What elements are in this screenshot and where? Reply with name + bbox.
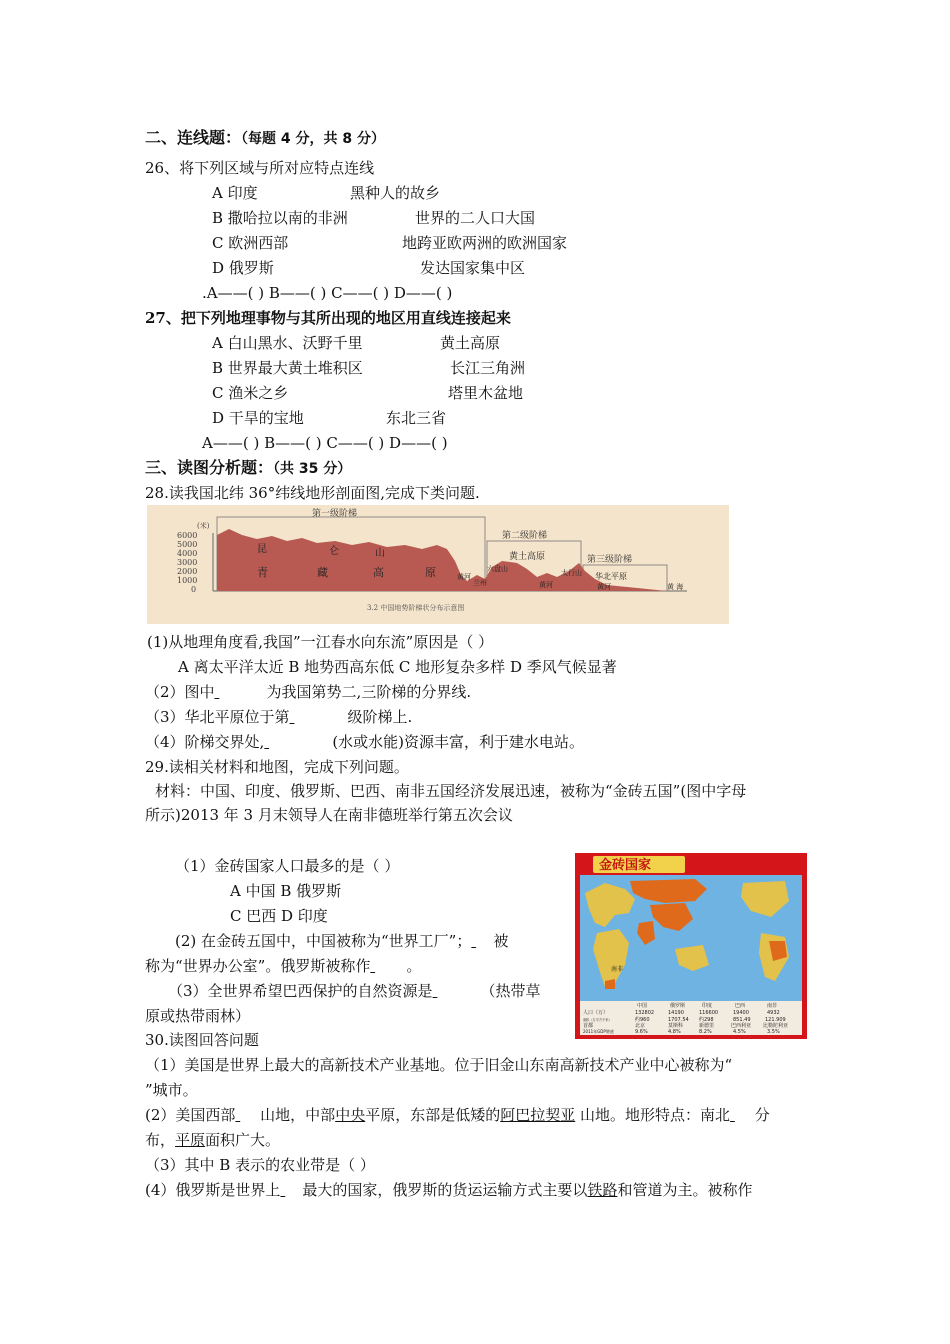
q28-sub4-blank[interactable]	[264, 732, 332, 752]
ytick-5000: 5000	[177, 540, 198, 549]
q26-right-3: 地跨亚欧两洲的欧洲国家	[402, 234, 568, 252]
q30-sub2-text-c: 中央	[335, 1106, 366, 1124]
taihang-label: 太行山	[561, 569, 582, 577]
q27-left-b: B 世界最大黄土堆积区	[212, 359, 363, 377]
q28-sub1: (1)从地理角度看,我国”一江春水向东流”原因是（ ）	[147, 633, 494, 651]
q30-sub2-text-g: 分	[750, 1106, 770, 1124]
q28-sub3-blank[interactable]	[290, 707, 348, 727]
step2-label: 第二级阶梯	[502, 531, 548, 541]
loess-label: 黄土高原	[509, 552, 546, 562]
q26-answer: .A——( ) B——( ) C——( ) D——( )	[202, 284, 453, 302]
q28-sub4	[145, 732, 584, 752]
q30-sub2-text-b: 山地，中部	[255, 1106, 336, 1124]
q29-sub1-options-cd: C 巴西 D 印度	[230, 907, 328, 925]
r4-c3: 8.2%	[699, 1029, 712, 1035]
q29-sub3-blank[interactable]	[433, 981, 481, 1001]
q28-sub3-text-b: 级阶梯上.	[347, 708, 413, 726]
r4-c1: 9.6%	[635, 1029, 648, 1035]
q28-sub4-text-a: （4）阶梯交界处,	[145, 733, 265, 751]
ytick-1000: 1000	[177, 576, 198, 585]
huanghe-label-3: 黄河	[597, 583, 611, 591]
q26-left-c: C 欧洲西部	[212, 234, 289, 252]
q29-sub2-text-a: (2) 在金砖五国中，中国被称为“世界工厂”；	[175, 932, 472, 950]
q28-sub3-text-a: （3）华北平原位于第	[145, 708, 290, 726]
q26-left-d: D 俄罗斯	[212, 259, 274, 277]
section2-heading	[145, 128, 385, 149]
q27-left-a: A 白山黑水、沃野千里	[212, 334, 363, 352]
map-title: 金砖国家	[599, 858, 652, 873]
section3-heading	[145, 458, 351, 479]
q27-right-3: 塔里木盆地	[448, 384, 524, 402]
r4-c5: 3.5%	[767, 1029, 780, 1035]
section2-title: 二、连线题：	[145, 128, 242, 147]
ytick-2000: 2000	[177, 567, 198, 576]
q28-sub2-blank[interactable]	[215, 682, 267, 702]
r3-c3: 新德里	[699, 1023, 715, 1029]
section3-title: 三、读图分析题：	[145, 458, 274, 477]
r1-label: 人口（万）	[583, 1010, 609, 1016]
q30-sub4-text-a: (4）俄罗斯是世界上	[145, 1181, 281, 1199]
sea-label: 黄 海	[667, 583, 684, 591]
kunlun-1: 昆	[257, 544, 267, 555]
q28-sub1-options: A 离太平洋太近 B 地势西高东低 C 地形复杂多样 D 季风气候显著	[178, 658, 617, 676]
q30-sub4-text-d: 和管道为主。被称作	[617, 1181, 753, 1199]
q29-sub2-text-d: 。	[406, 957, 422, 975]
q29-sub1: （1）金砖国家人口最多的是（ ）	[175, 857, 400, 875]
r1-c5: 4932	[767, 1010, 780, 1016]
r2-c1: 约960	[635, 1017, 650, 1023]
q30-sub2-line1	[145, 1105, 770, 1125]
r2-label: 面积（万平方千米）	[583, 1018, 612, 1022]
r1-c3: 116600	[699, 1010, 719, 1016]
section3-note: （共 35 分）	[273, 461, 352, 477]
q30-sub4	[145, 1180, 752, 1200]
q29-material-line1: 材料：中国、印度、俄罗斯、巴西、南非五国经济发展迅速，被称为“金砖五国”(图中字母	[155, 782, 747, 800]
kunlun-3: 山	[375, 548, 385, 559]
q30-sub1-line2: ”城市。	[145, 1081, 198, 1099]
r1-c4: 19400	[733, 1010, 749, 1016]
q30-sub2-text-h: 布，	[145, 1131, 176, 1149]
q29-sub3-text-a: （3）全世界希望巴西保护的自然资源是	[168, 982, 433, 1000]
q30-sub2-text-d: 平原，东部是低矮的	[365, 1106, 501, 1124]
r2-c3: 约298	[699, 1017, 714, 1023]
ytick-6000: 6000	[177, 531, 198, 540]
q30-sub4-blank[interactable]	[280, 1180, 302, 1200]
q29-sub3	[168, 981, 541, 1001]
th-india: 印度	[702, 1003, 713, 1009]
ytick-4000: 4000	[177, 549, 198, 558]
q26-right-1: 黑种人的故乡	[350, 184, 441, 202]
plateau-1: 青	[257, 566, 268, 579]
r1-c1: 132802	[635, 1010, 655, 1016]
plateau-2: 藏	[317, 566, 328, 579]
q30-sub2-blank2[interactable]	[730, 1105, 750, 1125]
q30-sub2-text-a: (2）美国西部	[145, 1106, 236, 1124]
th-russia: 俄罗斯	[670, 1003, 686, 1009]
r3-label: 首都	[583, 1023, 594, 1029]
q29-sub3-text-b: （热带草	[480, 982, 541, 1000]
q29-material-line2: 所示)2013 年 3 月末领导人在南非德班举行第五次会议	[145, 806, 513, 824]
q29-sub2-blank2[interactable]	[370, 956, 406, 976]
th-china: 中国	[637, 1003, 648, 1009]
q26-left-b: B 撒哈拉以南的非洲	[212, 209, 348, 227]
figure-caption: 3.2 中国地势阶梯状分布示意图	[367, 604, 465, 612]
q30-sub2-line2	[145, 1130, 280, 1150]
y-unit: (米)	[197, 522, 210, 530]
q26-stem: 26、将下列区域与所对应特点连线	[145, 159, 375, 177]
q27-right-1: 黄土高原	[440, 334, 501, 352]
q27-left-c: C 渔米之乡	[212, 384, 289, 402]
lanzhou-label: 兰州	[473, 579, 487, 587]
map-label-nanfei: 南非	[611, 966, 624, 973]
kunlun-2: 仑	[329, 546, 339, 557]
q26-right-2: 世界的二人口大国	[415, 209, 536, 227]
huanghe-label-2: 黄河	[539, 581, 553, 589]
q27-left-d: D 干旱的宝地	[212, 409, 304, 427]
q28-sub2-text-b: 为我国第势二,三阶梯的分界线.	[266, 683, 472, 701]
q30-sub3: （3）其中 B 表示的农业带是（ ）	[145, 1156, 375, 1174]
plateau-3: 高	[373, 566, 384, 579]
q30-sub1-line1: （1）美国是世界上最大的高新技术产业基地。位于旧金山东南高新技术产业中心被称为“	[145, 1056, 733, 1074]
q30-sub2-text-e: 阿巴拉契亚	[500, 1106, 576, 1124]
q29-sub2-text-b: 被	[493, 932, 509, 950]
r3-c5: 比勒陀利亚	[763, 1023, 789, 1029]
q29-sub1-options-ab: A 中国 B 俄罗斯	[230, 882, 342, 900]
q29-sub2	[175, 931, 508, 951]
q30-sub2-text-j: 面积广大。	[205, 1131, 281, 1149]
q26-right-4: 发达国家集中区	[420, 259, 526, 277]
huanghe-label-1: 黄河	[457, 573, 471, 581]
huabei-label: 华北平原	[595, 572, 627, 581]
q27-answer: A——( ) B——( ) C——( ) D——( )	[202, 434, 448, 452]
r4-c2: 4.8%	[668, 1029, 681, 1035]
r4-c4: 4.5%	[733, 1029, 746, 1035]
q28-stem: 28.读我国北纬 36°纬线地形剖面图,完成下类问题.	[145, 484, 480, 502]
ytick-0: 0	[191, 585, 197, 594]
q30-sub4-text-c: 铁路	[587, 1181, 618, 1199]
q29-sub2-cont	[145, 956, 421, 976]
q28-sub2	[145, 682, 471, 702]
q29-sub2-text-c: 称为“世界办公室”。俄罗斯被称作	[145, 957, 371, 975]
q29-sub3-cont: 原或热带雨林）	[145, 1007, 251, 1025]
step3-label: 第三级阶梯	[587, 555, 633, 565]
step1-label: 第一级阶梯	[312, 509, 358, 519]
th-southafrica: 南非	[767, 1003, 778, 1009]
q29-stem: 29.读相关材料和地图，完成下列问题。	[145, 758, 409, 776]
r2-c2: 1707.54	[668, 1017, 689, 1023]
r3-c4: 巴西利亚	[731, 1023, 752, 1029]
q29-sub2-blank1[interactable]	[471, 931, 493, 951]
q30-sub2-text-i: 平原	[175, 1131, 206, 1149]
r2-c5: 121.909	[765, 1017, 786, 1023]
liupan-label: 六盘山	[487, 565, 508, 573]
r2-c4: 851.49	[733, 1017, 751, 1023]
ytick-3000: 3000	[177, 558, 198, 567]
plateau-4: 原	[425, 566, 436, 579]
q27-stem: 27、把下列地理事物与其所出现的地区用直线连接起来	[145, 309, 511, 327]
r1-c2: 14190	[668, 1010, 684, 1016]
q28-sub2-text-a: （2）图中	[145, 683, 215, 701]
q28-sub4-text-b: (水或水能)资源丰富，利于建水电站。	[332, 733, 585, 751]
th-brazil: 巴西	[735, 1003, 746, 1009]
terrain-profile-figure	[147, 505, 729, 624]
q30-stem: 30.读图回答问题	[145, 1031, 259, 1049]
q30-sub4-text-b: 最大的国家，俄罗斯的货运运输方式主要以	[302, 1181, 588, 1199]
brics-map-figure	[575, 853, 807, 1039]
r3-c1: 北京	[635, 1023, 646, 1029]
q27-right-2: 长江三角洲	[450, 359, 526, 377]
section2-note: （每题 4 分，共 8 分）	[241, 131, 385, 147]
q28-sub3	[145, 707, 412, 727]
r3-c2: 莫斯科	[668, 1023, 684, 1029]
q26-left-a: A 印度	[212, 184, 258, 202]
q30-sub2-blank1[interactable]	[235, 1105, 255, 1125]
r4-label: 2011年GDP增速	[583, 1029, 614, 1034]
q30-sub2-text-f: 山地。地形特点：南北	[575, 1106, 731, 1124]
q27-right-4: 东北三省	[386, 409, 447, 427]
